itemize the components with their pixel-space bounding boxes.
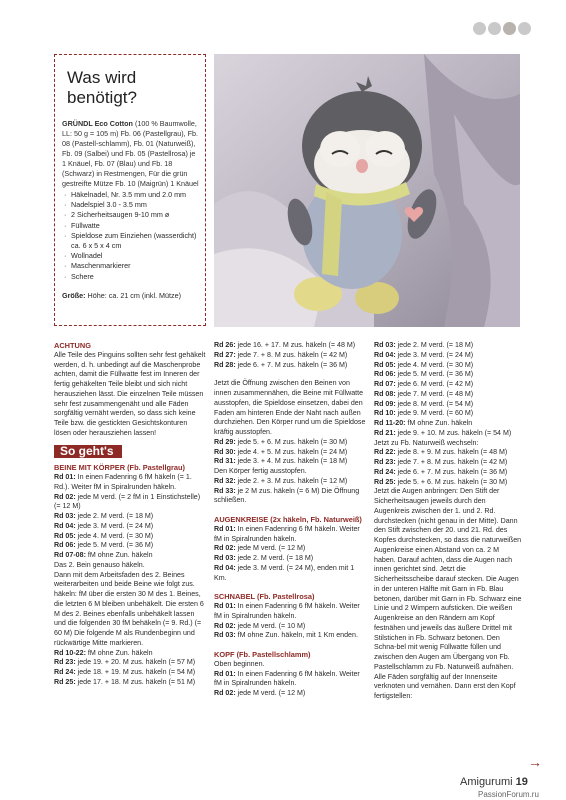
watermark: PassionForum.ru	[478, 790, 539, 799]
page-footer	[460, 776, 528, 788]
row-text: jede 7. M verd. (= 48 M)	[395, 389, 474, 398]
row-instruction	[214, 448, 366, 458]
row-label: Rd 23:	[54, 658, 76, 667]
row-text: jede 5. M verd. (= 36 M)	[75, 541, 154, 550]
row-instruction	[54, 512, 206, 522]
section-sub: (Fb. Pastellgrau)	[125, 463, 186, 473]
row-instruction	[214, 341, 366, 351]
row-label: Rd 25:	[374, 477, 396, 486]
row-instruction	[214, 670, 366, 690]
row-instruction	[374, 351, 522, 361]
next-page-arrow-icon: →	[528, 754, 542, 770]
row-label: Rd 01:	[214, 602, 236, 610]
row-text: In einen Fadenring 6 fM häkeln. Weiter fM in Spiralrunden häkeln.	[214, 602, 360, 620]
row-instruction	[374, 370, 522, 380]
row-instruction	[54, 668, 206, 678]
materials-title: Was wird benötigt?	[67, 68, 137, 107]
row-instruction	[214, 564, 366, 584]
row-text: jede 2. M verd. (= 18 M)	[235, 554, 314, 562]
penguin-illustration	[214, 54, 520, 327]
size-info	[62, 291, 199, 301]
row-label: Rd 03:	[374, 341, 396, 349]
row-instruction	[54, 678, 206, 688]
row-label: Rd 32:	[214, 476, 236, 485]
achtung-title: ACHTUNG	[54, 341, 91, 350]
row-instruction	[374, 380, 522, 390]
row-text: fM ohne Zun. häkeln	[85, 551, 153, 559]
row-label: Rd 01:	[214, 669, 236, 678]
body-text: Den Körper fertig ausstopfen.	[214, 467, 307, 475]
row-label: Rd 33:	[214, 486, 236, 495]
row-label: Rd 10:	[374, 409, 396, 418]
row-instruction	[374, 429, 522, 439]
row-label: Rd 05:	[374, 360, 396, 369]
row-instruction	[54, 649, 206, 659]
row-label: Rd 28:	[214, 360, 236, 369]
row-text: jede M verd. (= 12 M)	[235, 544, 306, 553]
row-label: Rd 24:	[54, 668, 76, 676]
row-text: jede 6. + 7. M zus. häkeln (= 36 M)	[395, 467, 508, 476]
row-text: jede 5. M verd. (= 36 M)	[395, 370, 474, 379]
row-instruction	[214, 487, 366, 507]
row-text: jede 8. + 9. M zus. häkeln (= 48 M)	[395, 448, 508, 457]
section-sub: (Fb. Pastellschlamm)	[234, 650, 311, 659]
row-label: Rd 02:	[214, 544, 236, 553]
row-label: Rd 10-22:	[54, 648, 86, 657]
row-label: Rd 01:	[54, 473, 76, 481]
row-instruction	[374, 341, 522, 351]
row-instruction	[374, 419, 522, 429]
section-tabs	[473, 22, 531, 35]
row-label: Rd 06:	[374, 370, 396, 379]
row-text: jede 4. + 5. M zus. häkeln (= 24 M)	[235, 447, 348, 456]
achtung-text: Alle Teile des Pinguins sollten sehr fest gehäkelt werden, d. h. unbedingt auf die Maschenprobe achten, damit die Füllwatte fest im Inneren der fertig gehäkelten Teile bleibt und sich nicht herausziehen lässt. Die einzelnen Teile müssen sehr fest zusammengenäht und alle Fäden sorgfältig vernäht werden, so dass sich keine Teile bzw. die gestickten Gesichtskonturen lösen oder herausziehen lassen!	[54, 350, 206, 437]
materials-item: · Füllwatte	[62, 221, 199, 231]
row-text: jede 19. + 20. M zus. häkeln (= 57 M)	[75, 658, 196, 667]
row-instruction	[214, 554, 366, 564]
row-text: fM ohne Zun. häkeln	[85, 648, 153, 657]
row-text: jede 7. + 8. M zus. häkeln (= 42 M)	[395, 458, 508, 466]
row-label: Rd 21:	[374, 428, 396, 437]
row-label: Rd 27:	[214, 350, 236, 359]
materials-item: · 2 Sicherheitsaugen 9-10 mm ø	[62, 210, 199, 220]
row-label: Rd 04:	[374, 350, 396, 359]
row-label: Rd 31:	[214, 457, 236, 466]
so-gehts-banner: So geht's	[54, 445, 122, 459]
row-instruction	[214, 525, 366, 545]
row-label: Rd 25:	[54, 677, 76, 686]
row-label: Rd 02:	[54, 492, 76, 501]
row-text: jede 6. + 7. M zus. häkeln (= 36 M)	[235, 360, 348, 369]
row-instruction	[374, 361, 522, 371]
section-heading	[214, 592, 366, 602]
row-text: jede 4. M verd. (= 30 M)	[75, 531, 154, 540]
row-text: In einen Fadenring 6 fM häkeln (= 1. Rd.). Weiter fM in Spiralrunden häkeln.	[54, 473, 192, 491]
penguin-photo	[214, 54, 520, 327]
row-text: jede M verd. (= 2 fM in 1 Einstichstelle) (= 12 M)	[54, 492, 201, 511]
row-text: jede 7. + 8. M zus. häkeln (= 42 M)	[235, 350, 348, 359]
row-text: jede 17. + 18. M zus. häkeln (= 51 M)	[75, 677, 196, 686]
row-text: In einen Fadenring 6 fM häkeln. Weiter fM in Spiralrunden häkeln.	[214, 524, 360, 543]
row-label: Rd 07-08:	[54, 551, 86, 559]
materials-item: · Schere	[62, 272, 199, 282]
row-instruction	[214, 602, 366, 622]
row-instruction	[54, 522, 206, 532]
body-text: Das 2. Bein genauso häkeln.	[54, 560, 145, 569]
row-text: jede 3. M verd. (= 24 M), enden mit 1 Km.	[214, 563, 355, 582]
tab-dot	[488, 22, 501, 35]
row-text: fM ohne Zun. häkeln, mit 1 Km enden.	[235, 631, 358, 640]
materials-item: · Wollnadel	[62, 251, 199, 261]
materials-item: · Maschenmarkierer	[62, 261, 199, 271]
row-label: Rd 22:	[374, 448, 396, 457]
row-label: Rd 08:	[374, 389, 396, 398]
tab-dot	[518, 22, 531, 35]
row-instruction	[214, 457, 366, 467]
row-label: Rd 04:	[214, 563, 236, 572]
row-text: jede 16. + 17. M zus. häkeln (= 48 M)	[235, 341, 356, 349]
row-label: Rd 03:	[214, 554, 236, 562]
materials-item: · Spieldose zum Einziehen (wasserdicht) ca. 6 x 5 x 4 cm	[62, 231, 199, 251]
row-instruction	[214, 477, 366, 487]
row-instruction	[374, 448, 522, 458]
body-text: Jetzt die Augen anbringen: Den Stift der Sicherheitsaugen jeweils durch den Augenkreis zwischen der 1. und 2. Rd. durchstecken (nicht genau in der Mitte). Dann den Stift zwischen der 20. und 21. Rd. des Kopfes durchstecken, so dass die naturweißen Augenkreise einen Abstand von ca. 2 M haben. Darauf achten, dass die Augen nach innen gerichtet sind. Jetzt die Sicherheitsscheibe darauf stecken. Die Augen in der unteren Hälfte mit Garn in Fb. Blau betonen, darüber mit Garn in Fb. Schwarz eine Linie und 2 Wimpern aufsticken. Die weißen Augenkreise an den Rändern am Kopf festnähen und jeweils das äußere Drittel mit Stilstichen in Fb. Schwarz betonen. Den Schna-bel mit wenig Füllwatte füllen und zwischen den Augen am Übergang von Fb. Pastellschlamm zu Fb. Naturweiß aufnähen. Alle Fäden sorgfältig auf der Innenseite verknoten und vernähen. Dann erst den Kopf fertigstellen:	[374, 487, 522, 700]
row-label: Rd 26:	[214, 341, 236, 349]
section-title: AUGENKREISE	[214, 515, 269, 524]
row-instruction	[54, 493, 206, 513]
section-sub: (Fb. Pastellrosa)	[254, 592, 315, 602]
tab-dot	[473, 22, 486, 35]
magazine-name: Amigurumi	[460, 776, 513, 788]
row-label: Rd 02:	[214, 621, 236, 630]
section-sub: (2x häkeln, Fb. Naturweiß)	[268, 515, 362, 524]
size-label: Größe:	[62, 290, 86, 300]
body-text: Jetzt zu Fb. Naturweiß wechseln:	[374, 438, 479, 447]
column-3	[374, 341, 522, 702]
size-value: Höhe: ca. 21 cm (inkl. Mütze)	[85, 290, 182, 300]
row-instruction	[54, 658, 206, 668]
row-text: je 2 M zus. häkeln (= 6 M) Die Öffnung schließen.	[214, 486, 360, 505]
row-instruction	[214, 631, 366, 641]
row-label: Rd 03:	[54, 512, 76, 520]
yarn-brand: GRÜNDL Eco Cotton	[62, 119, 133, 128]
row-text: jede 2. + 3. M zus. häkeln (= 12 M)	[235, 476, 348, 485]
yarn-description	[62, 119, 199, 189]
column-1	[54, 341, 206, 688]
tab-dot-active	[503, 22, 516, 35]
row-instruction	[374, 390, 522, 400]
section-heading	[54, 463, 206, 473]
row-label: Rd 23:	[374, 458, 396, 466]
row-instruction	[214, 351, 366, 361]
materials-box	[54, 54, 206, 326]
row-instruction	[214, 622, 366, 632]
row-instruction	[54, 541, 206, 551]
row-label: Rd 01:	[214, 524, 236, 533]
row-label: Rd 07:	[374, 380, 396, 388]
row-text: jede 4. M verd. (= 30 M)	[395, 360, 474, 369]
row-instruction	[374, 458, 522, 468]
row-instruction	[54, 532, 206, 542]
row-text: jede 2. M verd. (= 18 M)	[395, 341, 474, 349]
section-heading	[214, 515, 366, 525]
row-text: In einen Fadenring 6 fM häkeln. Weiter fM in Spiralrunden häkeln.	[214, 669, 360, 688]
row-label: Rd 11-20:	[374, 419, 406, 427]
row-instruction	[214, 438, 366, 448]
body-text: Jetzt die Öffnung zwischen den Beinen von innen zusammennähen, die Beine mit Füllwatte ausstopfen, die Spieldose einsetzen, dabei den Faden am hinteren Ende der Naht nach außen durchziehen. Den Körper rund um die Spieldose kräftig ausstopfen.	[214, 379, 366, 436]
row-instruction	[214, 689, 366, 699]
row-text: jede 6. M verd. (= 42 M)	[395, 380, 474, 388]
row-instruction	[214, 361, 366, 371]
row-label: Rd 24:	[374, 467, 396, 476]
row-label: Rd 29:	[214, 437, 236, 446]
row-instruction	[374, 409, 522, 419]
row-instruction	[374, 400, 522, 410]
materials-item: · Häkelnadel, Nr. 3.5 mm und 2.0 mm	[62, 190, 199, 200]
row-text: jede M verd. (= 10 M)	[235, 621, 306, 630]
row-text: jede 9. + 10. M zus. häkeln (= 54 M)	[395, 428, 512, 437]
row-text: jede 8. M verd. (= 54 M)	[395, 399, 474, 408]
column-2	[214, 341, 366, 699]
yarn-details: (100 % Baumwolle, LL: 50 g = 105 m) Fb. 06 (Pastellgrau), Fb. 08 (Pastell-schlamm), Fb. 01 (Naturweiß), Fb. 09 (Salbei) und Fb. 05 (Pastellrosa) je 1 Knäuel, Fb. 07 (Blau) und Fb. 18 (Schwarz) in Restmengen, Für die grün gestreifte Mütze Fb. 10 (Maigrün) 1 Knäuel	[62, 119, 199, 188]
materials-list	[62, 190, 199, 282]
row-text: jede 3. M verd. (= 24 M)	[75, 521, 154, 530]
row-instruction	[374, 478, 522, 488]
row-label: Rd 06:	[54, 541, 76, 550]
section-title: SCHNABEL	[214, 592, 255, 602]
materials-item: · Nadelspiel 3.0 - 3.5 mm	[62, 200, 199, 210]
section-title: BEINE MIT KÖRPER	[54, 463, 126, 473]
row-instruction	[54, 473, 206, 493]
section-heading	[214, 650, 366, 660]
row-label: Rd 03:	[214, 631, 236, 640]
section-title: KOPF	[214, 650, 235, 659]
row-text: fM ohne Zun. häkeln	[405, 419, 473, 427]
row-text: jede 5. + 6. M zus. häkeln (= 30 M)	[395, 477, 508, 486]
row-text: jede 9. M verd. (= 60 M)	[395, 409, 474, 418]
row-text: jede 2. M verd. (= 18 M)	[75, 512, 154, 520]
row-text: jede 18. + 19. M zus. häkeln (= 54 M)	[75, 668, 196, 676]
row-label: Rd 09:	[374, 399, 396, 408]
row-instruction	[214, 544, 366, 554]
row-label: Rd 02:	[214, 689, 236, 697]
row-label: Rd 30:	[214, 447, 236, 456]
row-text: jede 3. + 4. M zus. häkeln (= 18 M)	[235, 457, 348, 466]
row-label: Rd 04:	[54, 521, 76, 530]
row-instruction	[374, 468, 522, 478]
body-text: Oben beginnen.	[214, 659, 265, 668]
row-text: jede M verd. (= 12 M)	[235, 689, 306, 697]
page-number: 19	[515, 776, 528, 788]
body-text: Dann mit dem Arbeitsfaden des 2. Beines weiterarbeiten und beide Beine wie folgt zus. häkeln: fM über die ersten 30 M des 1. Beines, die letzten 6 M bleiben unbehäkelt. Die ersten 6 M des 2. Beines ebenfalls unbehäkelt lassen und die folgenden 30 fM behäkeln (= 9. Rd.) (= 60 M) Die folgende M als Rundenbeginn und rückwärtige Mitte markieren.	[54, 570, 204, 647]
row-text: jede 5. + 6. M zus. häkeln (= 30 M)	[235, 437, 348, 446]
row-instruction	[54, 551, 206, 561]
row-text: jede 3. M verd. (= 24 M)	[395, 350, 474, 359]
row-label: Rd 05:	[54, 531, 76, 540]
